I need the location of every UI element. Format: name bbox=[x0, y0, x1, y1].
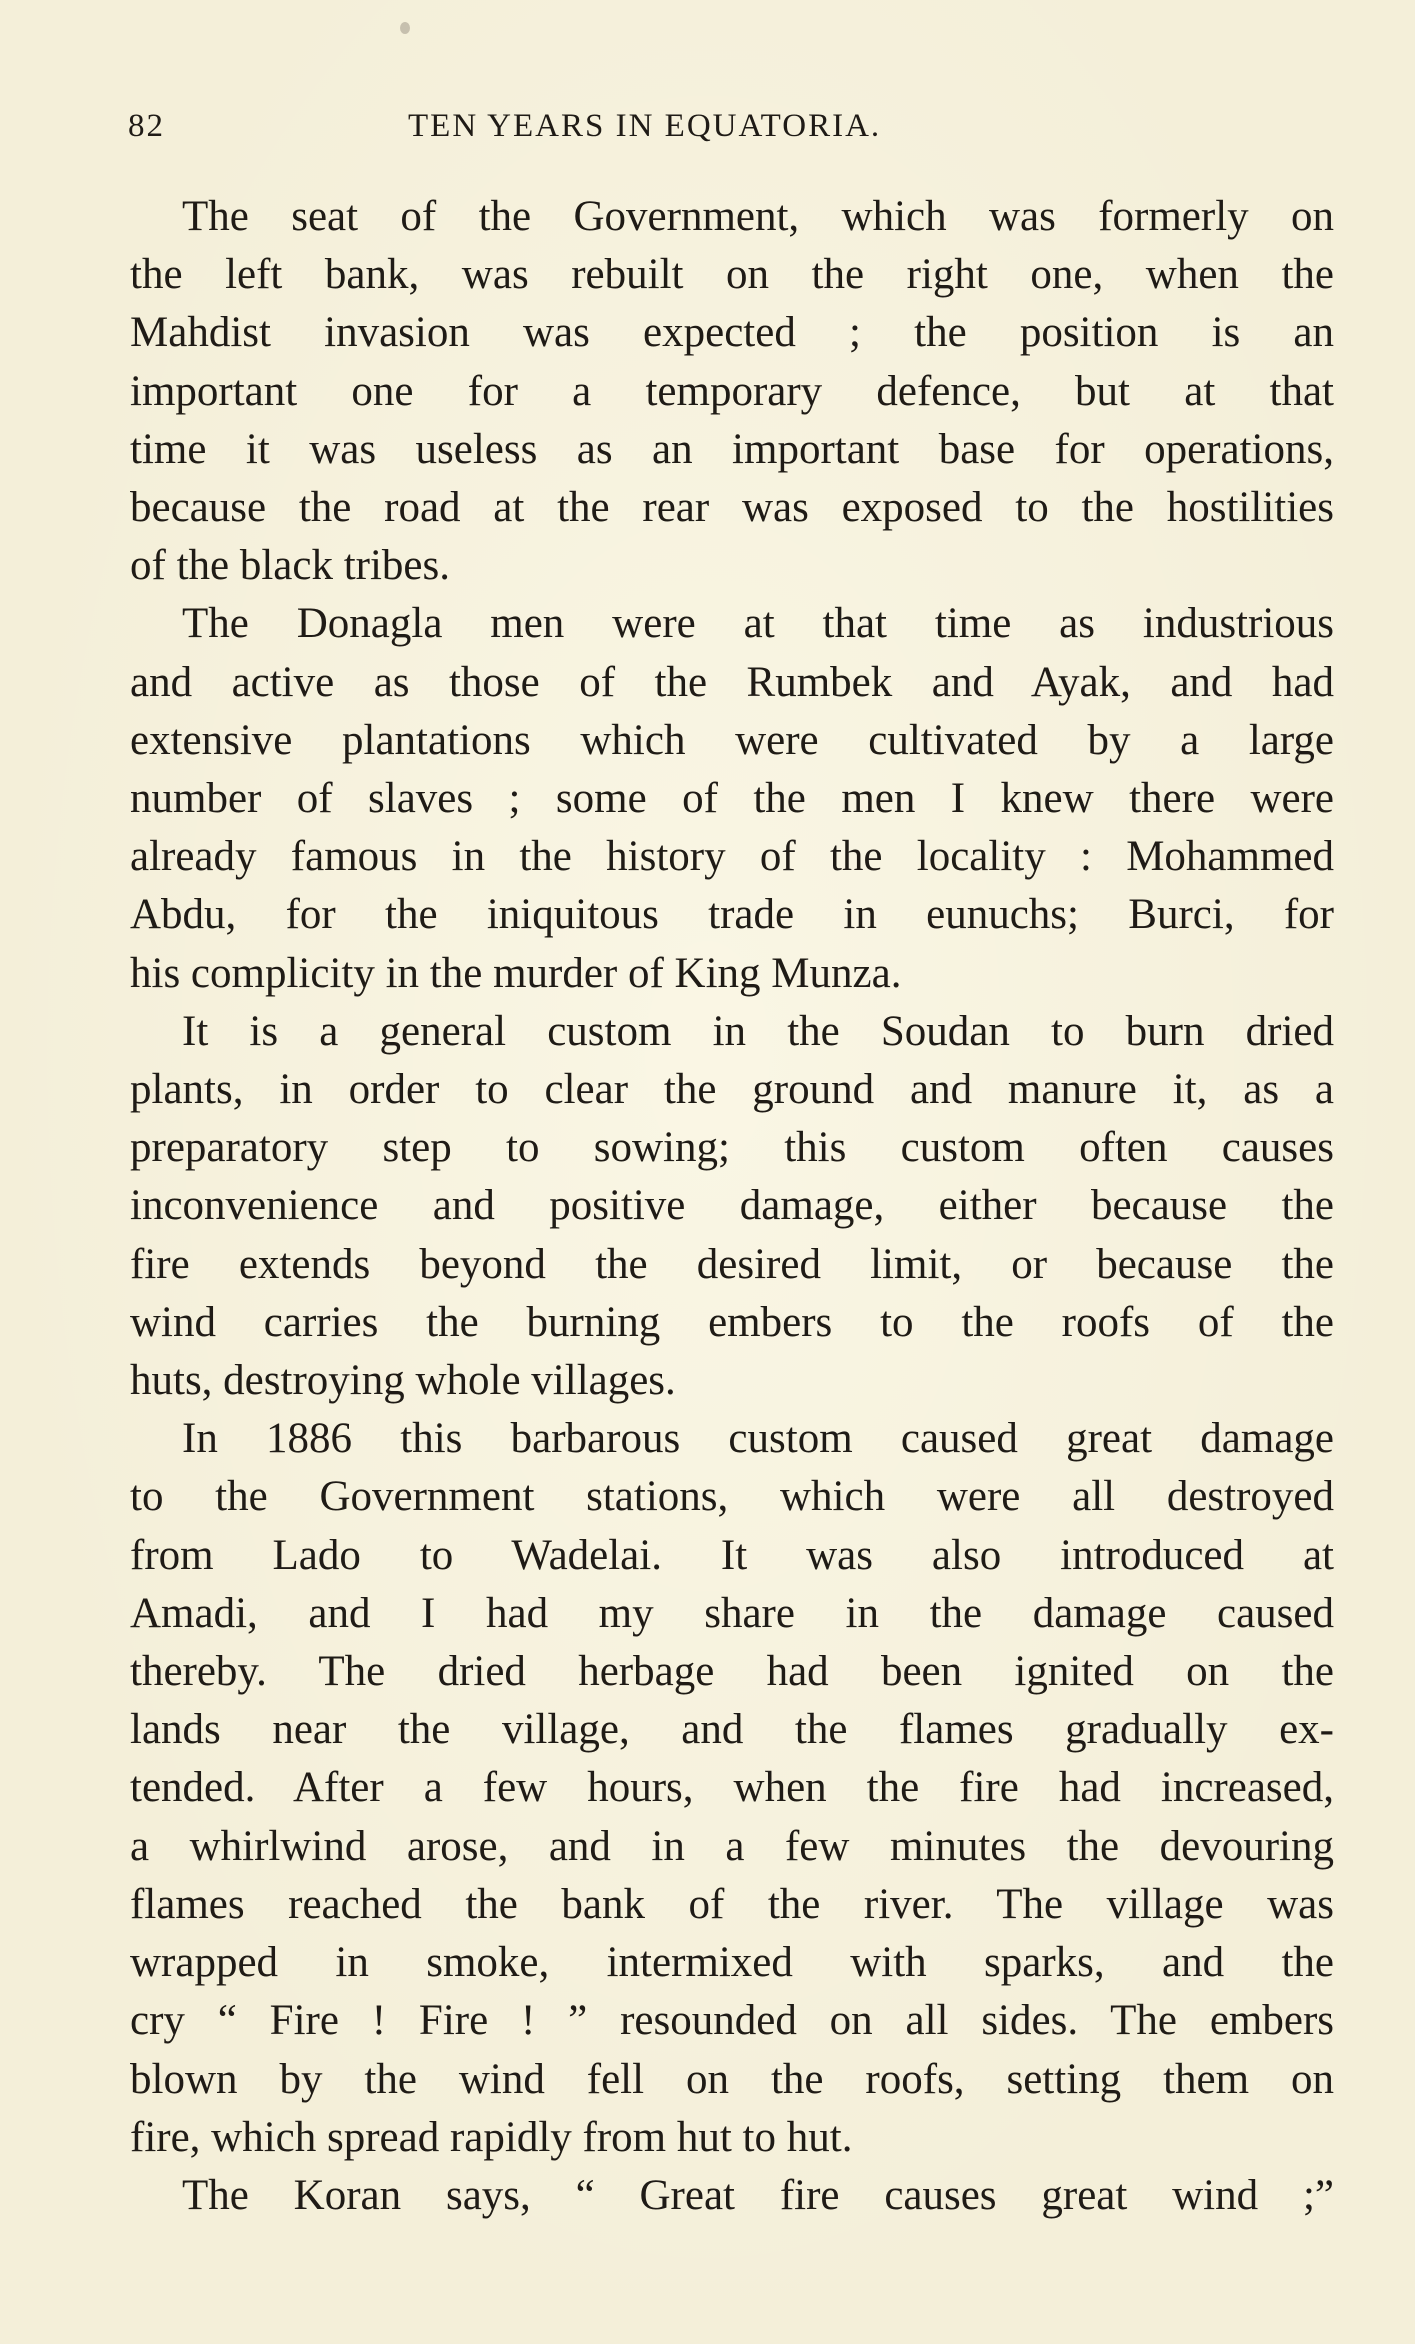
text-line: thereby. The dried herbage had been ignited on the bbox=[130, 1648, 1334, 1696]
page-number: 82 bbox=[128, 108, 165, 144]
text-line: already famous in the history of the locality : Mohammed bbox=[130, 833, 1334, 881]
paragraph bbox=[130, 2167, 1334, 2225]
text-line: and active as those of the Rumbek and Ayak, and had bbox=[130, 658, 1334, 706]
text-line: inconvenience and positive damage, either because the bbox=[130, 1182, 1334, 1230]
text-line: The seat of the Government, which was formerly on bbox=[182, 193, 1334, 240]
text-line: flames reached the bank of the river. The village was bbox=[130, 1880, 1334, 1928]
text-line: huts, destroying whole villages. bbox=[130, 1357, 676, 1405]
text-line: fire extends beyond the desired limit, or because the bbox=[130, 1240, 1334, 1288]
text-line: his complicity in the murder of King Munza. bbox=[130, 949, 902, 997]
paragraph bbox=[130, 1003, 1334, 1410]
body-text bbox=[130, 188, 1334, 2225]
paragraph bbox=[130, 595, 1334, 1002]
text-line: It is a general custom in the Soudan to burn dried bbox=[182, 1007, 1334, 1055]
text-line: from Lado to Wadelai. It was also introduced at bbox=[130, 1531, 1334, 1579]
text-line: Amadi, and I had my share in the damage caused bbox=[130, 1589, 1334, 1637]
text-line: because the road at the rear was exposed to the hostilities bbox=[130, 484, 1334, 532]
text-line: time it was useless as an important base for operations, bbox=[130, 425, 1334, 473]
text-line: extensive plantations which were cultivated by a large bbox=[130, 716, 1334, 764]
text-line: The Donagla men were at that time as industrious bbox=[182, 600, 1334, 648]
text-line: tended. After a few hours, when the fire had increased, bbox=[130, 1764, 1334, 1812]
text-line: the left bank, was rebuilt on the right one, when the bbox=[130, 251, 1334, 299]
text-line: fire, which spread rapidly from hut to hut. bbox=[130, 2113, 853, 2161]
text-line: Mahdist invasion was expected ; the position is an bbox=[130, 309, 1334, 357]
text-line: cry “ Fire ! Fire ! ” resounded on all sides. The embers bbox=[130, 1997, 1334, 2045]
paragraph bbox=[130, 188, 1334, 595]
running-title: TEN YEARS IN EQUATORIA. bbox=[408, 108, 882, 144]
text-line: plants, in order to clear the ground and manure it, as a bbox=[130, 1066, 1334, 1114]
text-line: of the black tribes. bbox=[130, 542, 451, 590]
page-header bbox=[128, 108, 1296, 158]
text-line: lands near the village, and the flames gradually ex- bbox=[130, 1706, 1334, 1754]
text-line: wrapped in smoke, intermixed with sparks, and the bbox=[130, 1939, 1334, 1987]
paper-speck bbox=[400, 22, 410, 34]
paragraph bbox=[130, 1410, 1334, 2167]
text-line: The Koran says, “ Great fire causes great wind ;” bbox=[182, 2171, 1334, 2219]
text-line: In 1886 this barbarous custom caused great damage bbox=[182, 1415, 1334, 1463]
text-line: a whirlwind arose, and in a few minutes the devouring bbox=[130, 1822, 1334, 1870]
text-line: important one for a temporary defence, but at that bbox=[130, 367, 1334, 415]
text-line: preparatory step to sowing; this custom often causes bbox=[130, 1124, 1334, 1172]
text-line: wind carries the burning embers to the roofs of the bbox=[130, 1298, 1334, 1346]
text-line: blown by the wind fell on the roofs, setting them on bbox=[130, 2055, 1334, 2103]
text-line: to the Government stations, which were all destroyed bbox=[130, 1473, 1334, 1521]
text-line: Abdu, for the iniquitous trade in eunuchs; Burci, for bbox=[130, 891, 1334, 939]
text-line: number of slaves ; some of the men I knew there were bbox=[130, 775, 1334, 823]
